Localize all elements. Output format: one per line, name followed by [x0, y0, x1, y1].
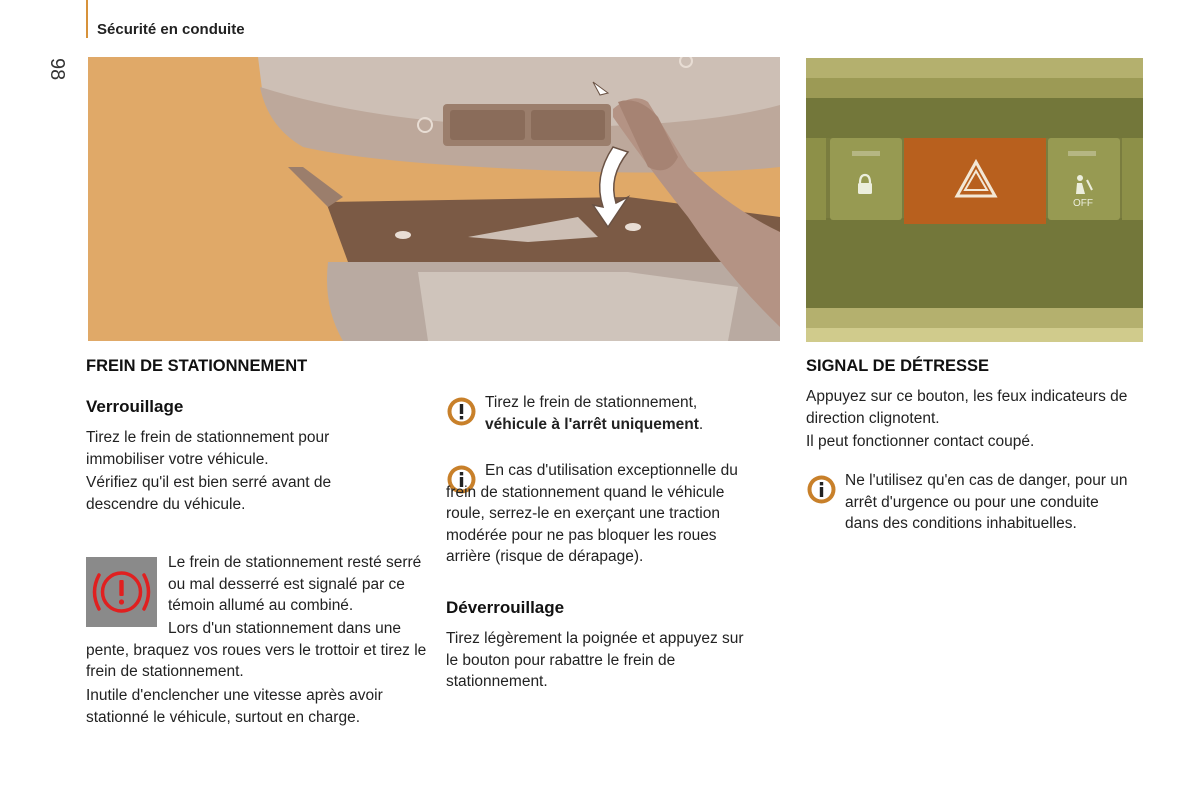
lamp-paragraph-1: Le frein de stationnement resté serré ou mal desserré est signalé par ce témoin allumé au combiné. [168, 554, 422, 614]
lamp-paragraph-2: Lors d'un stationnement dans une pente, braquez vos roues vers le trottoir et tirez le frein de stationnement. [86, 620, 427, 680]
svg-text:OFF: OFF [1073, 198, 1093, 209]
hazard-paragraph-2: Il peut fonctionner contact coupé. [806, 433, 1035, 450]
parking-brake-illustration [88, 57, 780, 341]
lock-heading: Verrouillage [86, 397, 184, 416]
info-circle-icon-right [806, 474, 837, 505]
page-number: 98 [46, 58, 68, 81]
lock-paragraph-1: Tirez le frein de stationnement pour immobiliser votre véhicule. [86, 429, 330, 468]
lamp-paragraph-3: Inutile d'enclencher une vitesse après avoir stationné le véhicule, surtout en charge. [86, 687, 383, 726]
exclamation-circle-icon [446, 396, 477, 427]
hazard-title: SIGNAL DE DÉTRESSE [806, 357, 990, 375]
unlock-heading: Déverrouillage [446, 598, 565, 617]
hazard-switch-illustration [806, 58, 1143, 342]
hazard-paragraph-1: Appuyez sur ce bouton, les feux indicateurs de direction clignotent. [806, 388, 1128, 427]
parking-brake-title: FREIN DE STATIONNEMENT [86, 357, 308, 375]
lock-text [86, 427, 386, 517]
warning-text [485, 392, 765, 435]
hazard-text [806, 386, 1146, 455]
info-text-middle: En cas d'utilisation exceptionnelle du frein de stationnement quand le véhicule roule, serrez-le en exerçant une traction modérée pour ne pas bloquer les roues arrière (risque de dérapage). [446, 462, 738, 565]
warning-text-part-1: Tirez le frein de stationnement, [485, 394, 698, 411]
info-text-right: Ne l'utilisez qu'en cas de danger, pour un arrêt d'urgence ou pour une conduite dans des conditions inhabituelles. [845, 472, 1128, 532]
parking-brake-lamp-icon [86, 557, 157, 627]
section-title: Sécurité en conduite [97, 21, 245, 38]
header-accent-bar [86, 0, 88, 38]
warning-text-bold: véhicule à l'arrêt uniquement [485, 415, 699, 433]
warning-text-end: . [698, 415, 704, 433]
unlock-text: Tirez légèrement la poignée et appuyez sur le bouton pour rabattre le frein de stationnement. [446, 630, 744, 690]
lock-paragraph-2: Vérifiez qu'il est bien serré avant de descendre du véhicule. [86, 474, 332, 513]
